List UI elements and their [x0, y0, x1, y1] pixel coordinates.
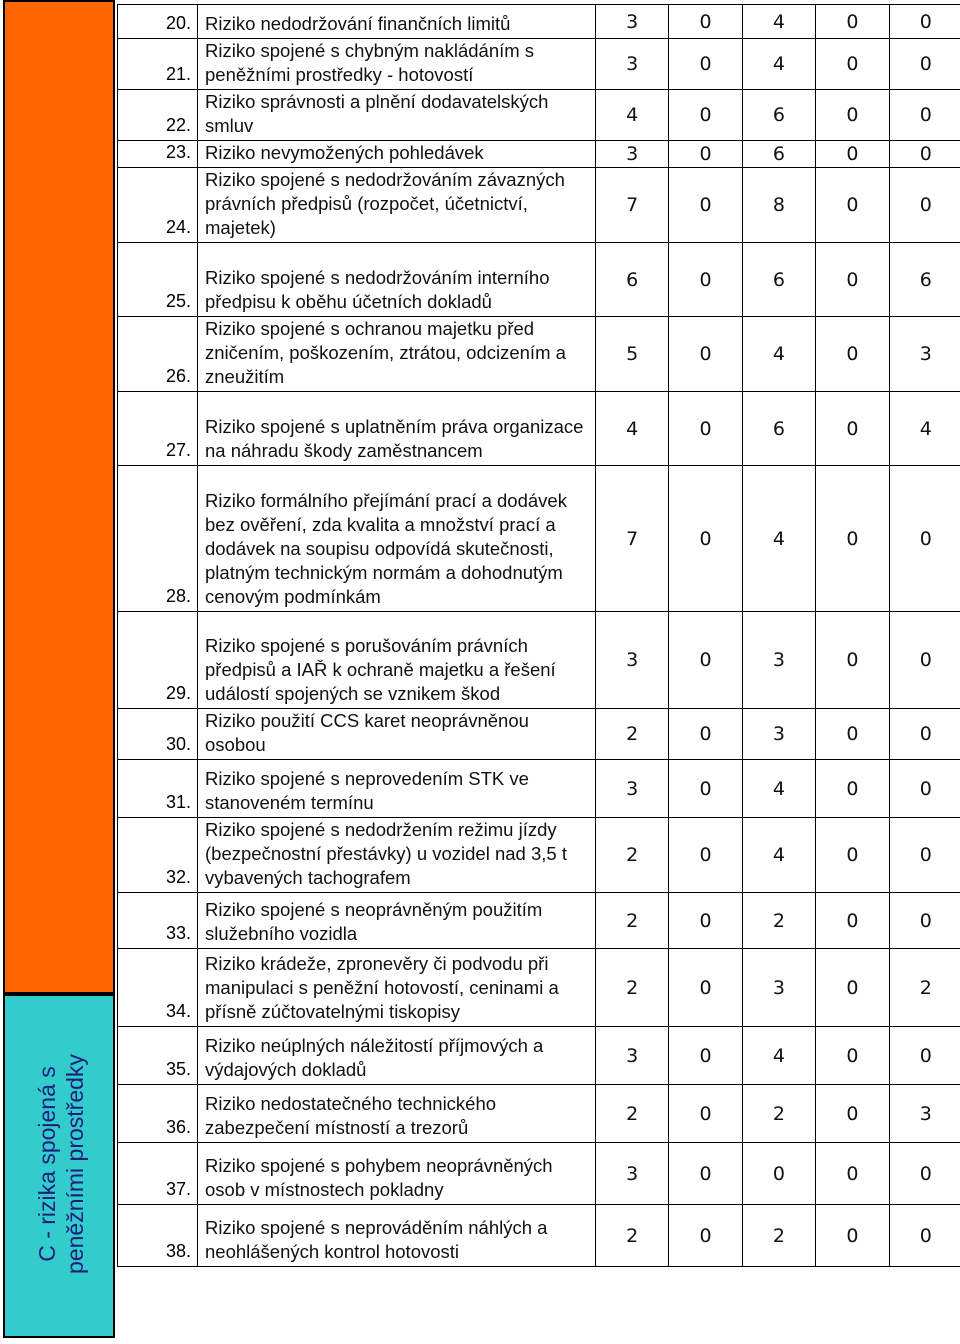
- risk-score-5: 3: [889, 1085, 960, 1143]
- risk-description: Riziko spojené s nedodržením režimu jízdy (bezpečnostní přestávky) u vozidel nad 3,5 t vybavených tachografem: [198, 818, 596, 893]
- risk-score-2: 0: [669, 1027, 742, 1085]
- risk-score-3: 2: [742, 1085, 815, 1143]
- risk-score-4: 0: [816, 612, 889, 709]
- risk-score-4: 0: [816, 949, 889, 1027]
- risk-score-3: 4: [742, 818, 815, 893]
- category-label: [5, 992, 117, 1336]
- risk-score-3: 6: [742, 141, 815, 168]
- risk-description: Riziko spojené s neprovedením STK ve stanoveném termínu: [198, 760, 596, 818]
- table-row: [118, 317, 960, 392]
- table-row: [118, 141, 960, 168]
- risk-number: 37.: [118, 1143, 198, 1205]
- risk-score-5: 0: [889, 1027, 960, 1085]
- risk-score-2: 0: [669, 1085, 742, 1143]
- risk-description: Riziko spojené s chybným nakládáním s peněžními prostředky - hotovostí: [198, 39, 596, 90]
- risk-score-1: 3: [596, 760, 669, 818]
- risk-number: 27.: [118, 392, 198, 466]
- risk-score-2: 0: [669, 1143, 742, 1205]
- table-row: [118, 1027, 960, 1085]
- risk-score-3: 4: [742, 466, 815, 612]
- risk-score-1: 2: [596, 1085, 669, 1143]
- risk-score-5: 0: [889, 612, 960, 709]
- risk-description: Riziko neúplných náležitostí příjmových a výdajových dokladů: [198, 1027, 596, 1085]
- risk-description: Riziko spojené s nedodržováním interního předpisu k oběhu účetních dokladů: [198, 243, 596, 317]
- risk-description: Riziko spojené s neprováděním náhlých a neohlášených kontrol hotovosti: [198, 1205, 596, 1267]
- risk-score-3: 6: [742, 243, 815, 317]
- risk-score-5: 0: [889, 893, 960, 949]
- risk-score-2: 0: [669, 243, 742, 317]
- table-row: [118, 243, 960, 317]
- table-row: [118, 5, 960, 39]
- risk-score-1: 3: [596, 1143, 669, 1205]
- risk-score-2: 0: [669, 466, 742, 612]
- risk-description: Riziko spojené s uplatněním práva organizace na náhradu škody zaměstnancem: [198, 392, 596, 466]
- risk-score-5: 0: [889, 818, 960, 893]
- risk-score-2: 0: [669, 612, 742, 709]
- risk-score-5: 0: [889, 5, 960, 39]
- risk-score-1: 3: [596, 5, 669, 39]
- category-band-c: [3, 994, 115, 1338]
- risk-description: Riziko spojené s neoprávněným použitím služebního vozidla: [198, 893, 596, 949]
- risk-score-5: 0: [889, 141, 960, 168]
- risk-description: Riziko formálního přejímání prací a dodávek bez ověření, zda kvalita a množství prací a dodávek na soupisu odpovídá skutečnosti, platným technickým normám a dohodnutým cenovým podmínkám: [198, 466, 596, 612]
- risk-number: 32.: [118, 818, 198, 893]
- risk-score-2: 0: [669, 317, 742, 392]
- risk-score-3: 6: [742, 90, 815, 141]
- risk-description: Riziko krádeže, zpronevěry či podvodu při manipulaci s peněžní hotovostí, ceninami a přísně zúčtovatelnými tiskopisy: [198, 949, 596, 1027]
- risk-score-3: 0: [742, 1143, 815, 1205]
- risk-score-3: 3: [742, 709, 815, 760]
- table-row: [118, 1143, 960, 1205]
- risk-score-2: 0: [669, 709, 742, 760]
- risk-score-1: 3: [596, 1027, 669, 1085]
- table-row: [118, 1205, 960, 1267]
- risk-score-1: 6: [596, 243, 669, 317]
- risk-table: [117, 4, 960, 1267]
- risk-score-4: 0: [816, 392, 889, 466]
- risk-score-3: 2: [742, 1205, 815, 1267]
- risk-score-2: 0: [669, 392, 742, 466]
- table-row: [118, 949, 960, 1027]
- table-row: [118, 168, 960, 243]
- table-row: [118, 1085, 960, 1143]
- risk-score-2: 0: [669, 818, 742, 893]
- risk-score-3: 6: [742, 392, 815, 466]
- risk-score-4: 0: [816, 317, 889, 392]
- risk-description: Riziko nevymožených pohledávek: [198, 141, 596, 168]
- risk-score-4: 0: [816, 168, 889, 243]
- risk-score-4: 0: [816, 893, 889, 949]
- risk-score-4: 0: [816, 760, 889, 818]
- risk-score-1: 5: [596, 317, 669, 392]
- risk-score-5: 3: [889, 317, 960, 392]
- risk-score-5: 0: [889, 760, 960, 818]
- risk-score-5: 2: [889, 949, 960, 1027]
- risk-score-2: 0: [669, 39, 742, 90]
- risk-score-1: 4: [596, 392, 669, 466]
- risk-score-2: 0: [669, 5, 742, 39]
- risk-score-5: 0: [889, 1143, 960, 1205]
- category-band-previous: [3, 0, 115, 994]
- risk-number: 23.: [118, 141, 198, 168]
- risk-number: 38.: [118, 1205, 198, 1267]
- risk-score-2: 0: [669, 141, 742, 168]
- risk-score-5: 0: [889, 168, 960, 243]
- risk-number: 24.: [118, 168, 198, 243]
- risk-score-3: 2: [742, 893, 815, 949]
- risk-score-3: 3: [742, 612, 815, 709]
- risk-description: Riziko použití CCS karet neoprávněnou osobou: [198, 709, 596, 760]
- table-row: [118, 760, 960, 818]
- risk-score-5: 0: [889, 90, 960, 141]
- category-label-line2: peněžními prostředky: [62, 1054, 88, 1274]
- risk-number: 34.: [118, 949, 198, 1027]
- risk-score-2: 0: [669, 168, 742, 243]
- risk-score-1: 7: [596, 168, 669, 243]
- risk-score-3: 4: [742, 5, 815, 39]
- table-row: [118, 392, 960, 466]
- risk-description: Riziko spojené s nedodržováním závazných právních předpisů (rozpočet, účetnictví, majetek): [198, 168, 596, 243]
- risk-score-5: 0: [889, 709, 960, 760]
- risk-score-4: 0: [816, 709, 889, 760]
- risk-score-5: 6: [889, 243, 960, 317]
- risk-score-2: 0: [669, 949, 742, 1027]
- risk-score-3: 8: [742, 168, 815, 243]
- risk-number: 20.: [118, 5, 198, 39]
- risk-description: Riziko spojené s pohybem neoprávněných osob v místnostech pokladny: [198, 1143, 596, 1205]
- risk-score-1: 3: [596, 141, 669, 168]
- risk-score-3: 4: [742, 317, 815, 392]
- risk-score-4: 0: [816, 5, 889, 39]
- risk-score-1: 2: [596, 709, 669, 760]
- risk-score-3: 4: [742, 1027, 815, 1085]
- risk-number: 29.: [118, 612, 198, 709]
- risk-score-2: 0: [669, 893, 742, 949]
- table-row: [118, 612, 960, 709]
- risk-number: 26.: [118, 317, 198, 392]
- risk-score-1: 3: [596, 612, 669, 709]
- risk-score-4: 0: [816, 39, 889, 90]
- risk-description: Riziko nedodržování finančních limitů: [198, 5, 596, 39]
- risk-description: Riziko spojené s porušováním právních předpisů a IAŘ k ochraně majetku a řešení událostí spojených se vznikem škod: [198, 612, 596, 709]
- risk-score-5: 0: [889, 39, 960, 90]
- table-row: [118, 818, 960, 893]
- risk-number: 28.: [118, 466, 198, 612]
- risk-score-2: 0: [669, 90, 742, 141]
- risk-number: 36.: [118, 1085, 198, 1143]
- category-label-line1: C - rizika spojená s: [34, 1066, 60, 1262]
- table-row: [118, 709, 960, 760]
- table-row: [118, 466, 960, 612]
- risk-score-1: 7: [596, 466, 669, 612]
- risk-score-4: 0: [816, 243, 889, 317]
- risk-description: Riziko spojené s ochranou majetku před zničením, poškozením, ztrátou, odcizením a zneužitím: [198, 317, 596, 392]
- risk-score-1: 2: [596, 893, 669, 949]
- risk-number: 31.: [118, 760, 198, 818]
- risk-score-5: 0: [889, 1205, 960, 1267]
- risk-description: Riziko správnosti a plnění dodavatelských smluv: [198, 90, 596, 141]
- risk-score-4: 0: [816, 141, 889, 168]
- risk-score-4: 0: [816, 1205, 889, 1267]
- risk-score-4: 0: [816, 1027, 889, 1085]
- risk-number: 25.: [118, 243, 198, 317]
- risk-number: 35.: [118, 1027, 198, 1085]
- risk-score-4: 0: [816, 1143, 889, 1205]
- table-row: [118, 893, 960, 949]
- risk-score-4: 0: [816, 1085, 889, 1143]
- risk-score-4: 0: [816, 466, 889, 612]
- table-row: [118, 39, 960, 90]
- risk-score-2: 0: [669, 1205, 742, 1267]
- risk-number: 30.: [118, 709, 198, 760]
- risk-score-5: 4: [889, 392, 960, 466]
- risk-number: 21.: [118, 39, 198, 90]
- risk-score-1: 3: [596, 39, 669, 90]
- risk-score-3: 4: [742, 39, 815, 90]
- risk-score-3: 4: [742, 760, 815, 818]
- risk-score-1: 4: [596, 90, 669, 141]
- risk-description: Riziko nedostatečného technického zabezpečení místností a trezorů: [198, 1085, 596, 1143]
- risk-score-1: 2: [596, 818, 669, 893]
- risk-score-1: 2: [596, 1205, 669, 1267]
- risk-score-1: 2: [596, 949, 669, 1027]
- risk-score-3: 3: [742, 949, 815, 1027]
- risk-number: 22.: [118, 90, 198, 141]
- table-row: [118, 90, 960, 141]
- risk-score-4: 0: [816, 90, 889, 141]
- risk-score-2: 0: [669, 760, 742, 818]
- risk-number: 33.: [118, 893, 198, 949]
- risk-score-4: 0: [816, 818, 889, 893]
- risk-score-5: 0: [889, 466, 960, 612]
